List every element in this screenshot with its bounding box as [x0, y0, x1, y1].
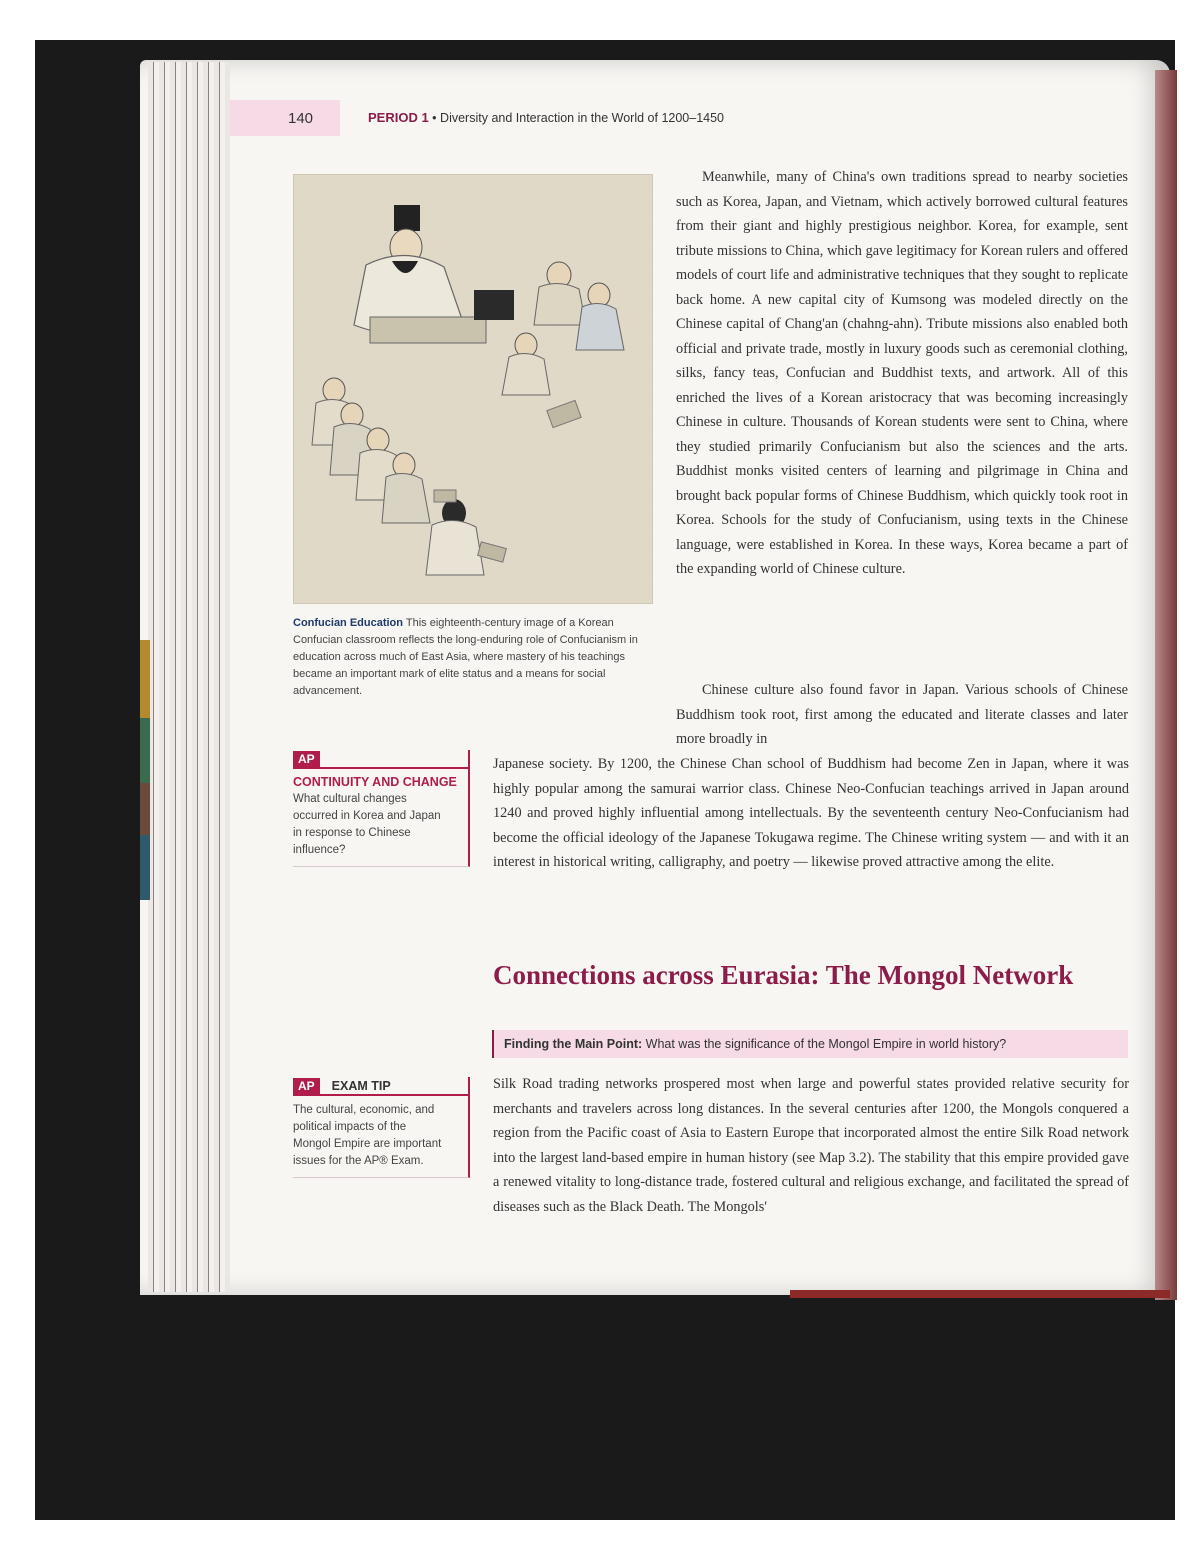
caption-text: This eighteenth-century image of a Korean Confucian classroom reflects the long-enduring role of Confucianism in education across much of East Asia, where mastery of his teachings became an important mark of elite status and a means for social advancement.: [293, 617, 638, 697]
running-head: [368, 110, 724, 125]
period-label: PERIOD 1: [368, 110, 429, 125]
page-number-tab: [230, 100, 340, 136]
ap-badge: AP: [293, 751, 320, 768]
caption-title: Confucian Education: [293, 617, 403, 629]
exam-tip-label: EXAM TIP: [331, 1079, 391, 1093]
paragraph-japan-start: Chinese culture also found favor in Japan. Various schools of Chinese Buddhism took root, first among the educated and literate classes and later more broadly in: [676, 682, 1128, 747]
figure-caption: [293, 615, 643, 700]
book-stand: [474, 290, 514, 320]
main-point-question: What was the significance of the Mongol Empire in world history?: [645, 1037, 1007, 1051]
continuity-question: What cultural changes occurred in Korea and Japan in response to Chinese influence?: [293, 793, 441, 856]
exam-tip-text: The cultural, economic, and political impacts of the Mongol Empire are important issues for the AP® Exam.: [293, 1104, 442, 1167]
ap-continuity-box: [293, 750, 470, 867]
ap-exam-tip-box: [293, 1077, 470, 1178]
period-title: Diversity and Interaction in the World of 1200–1450: [440, 111, 725, 125]
section-heading: Connections across Eurasia: The Mongol Network: [493, 960, 1074, 990]
confucian-classroom-illustration: [293, 174, 653, 604]
main-point-label: Finding the Main Point:: [504, 1037, 643, 1051]
paragraph-japan-continued: Japanese society. By 1200, the Chinese Chan school of Buddhism had become Zen in Japan, where it was highly popular among the samurai warrior class. Chinese Neo-Confucian teachings arrived in Japan around 1240 and proved highly influential among intellectuals. By the seventeenth century Neo-Confucianism had become the official ideology of the Japanese Tokugawa regime. The Chinese writing system — and with it an interest in historical writing, calligraphy, and poetry — likewise proved attractive among the elite.: [493, 756, 1129, 870]
ap-bar: [293, 1077, 468, 1096]
header-separator: •: [432, 111, 437, 125]
teacher-desk: [370, 317, 486, 343]
continuity-heading: CONTINUITY AND CHANGE: [293, 775, 457, 789]
paragraph-korea: Meanwhile, many of China's own traditions spread to nearby societies such as Korea, Japan, and Vietnam, which actively borrowed cultural features from their giant and highly prestigious neighbor. Korea, for example, sent tribute missions to China, which gave legitimacy for Korean rulers and offered models of court life and administrative techniques that they sought to replicate back home. A new capital city of Kumsong was modeled directly on the Chinese capital of Chang'an (chahng-ahn). Tribute missions also enabled both official and private trade, mostly in luxury goods such as ceremonial clothing, silks, fancy teas, Confucian and Buddhist texts, and artwork. All of this enriched the lives of a Korean aristocracy that was becoming increasingly Chinese in culture. Thousands of Korean students were sent to China, where they studied primarily Confucianism but also the sciences and the arts. Buddhist monks visited centers of learning and pilgrimage in China and brought back popular forms of Chinese Buddhism, which quickly took root in Korea. Schools for the study of Confucianism, using texts in the Chinese language, were established in Korea. In these ways, Korea became a part of the expanding world of Chinese culture.: [676, 169, 1128, 577]
page-number: 140: [288, 110, 314, 127]
paragraph-mongol-network: Silk Road trading networks prospered most when large and powerful states provided relative security for merchants and travelers across long distances. In the several centuries after 1200, the Mongols conquered a region from the Pacific coast of Asia to Eastern Europe that incorporated almost the entire Silk Road network into the largest land-based empire in human history (see Map 3.2). The stability that this empire provided gave a renewed vitality to long-distance trade, fostered cultural and religious exchange, and facilitated the spread of diseases such as the Black Death. The Mongols': [493, 1076, 1129, 1215]
ap-badge: AP: [293, 1078, 320, 1095]
ap-bar: [293, 750, 468, 769]
finding-main-point: [492, 1030, 1128, 1058]
